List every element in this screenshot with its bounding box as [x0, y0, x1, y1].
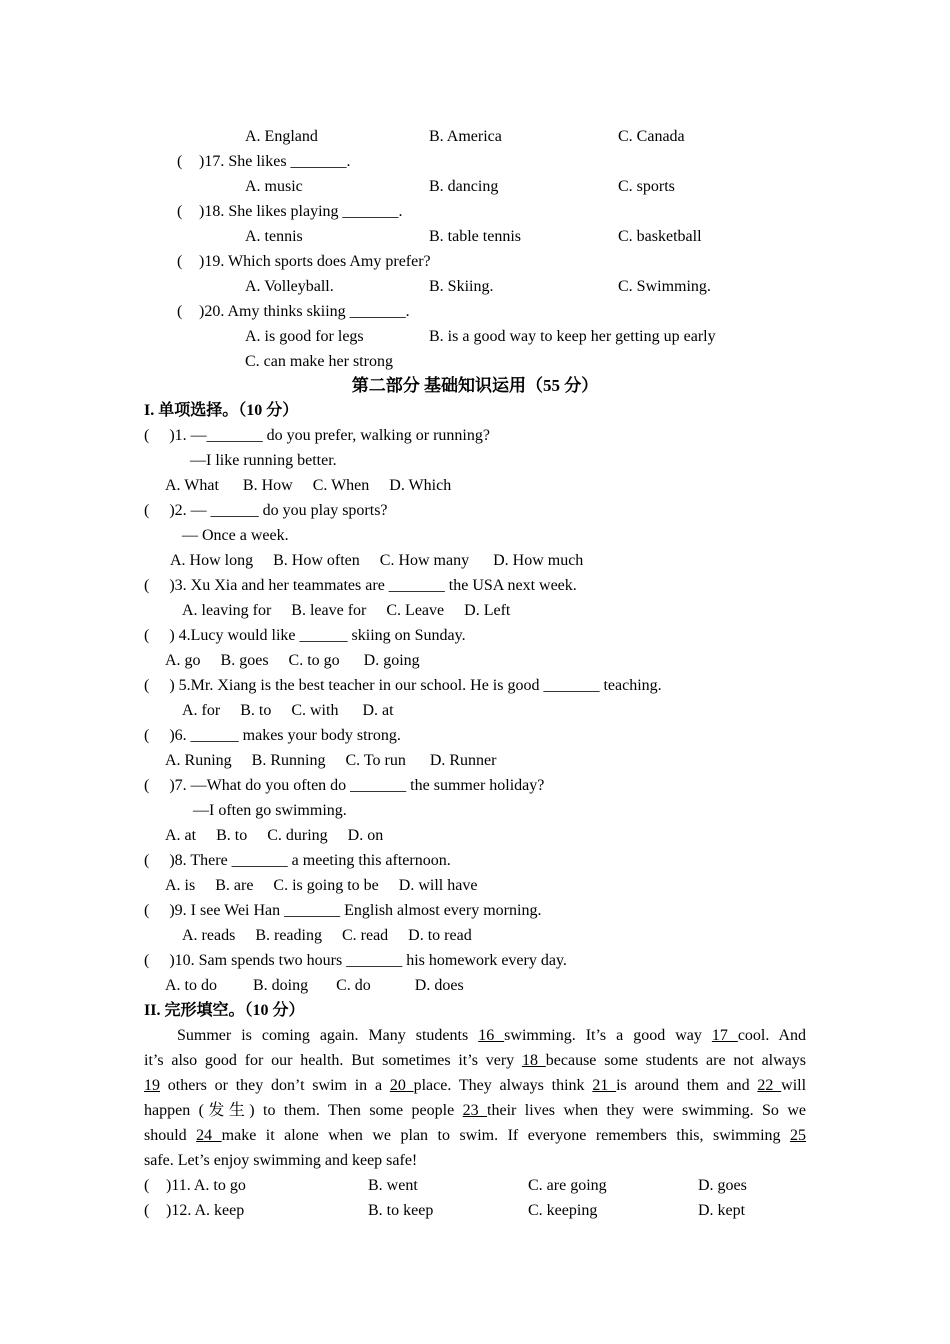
q7-stem: ( )7. —What do you often do _______ the summer holiday? [144, 777, 545, 794]
blank-22: 22 [757, 1077, 782, 1094]
q10-options: A. to do B. doing C. do D. does [165, 977, 464, 994]
passage-text: should [144, 1127, 197, 1144]
q2-reply: — Once a week. [182, 527, 289, 544]
q11-option-b: B. went [368, 1177, 418, 1194]
q11-paren: ( [144, 1177, 150, 1194]
passage-text: cool. And [737, 1027, 807, 1044]
q12-option-b: B. to keep [368, 1202, 434, 1219]
q18-paren: ( [177, 203, 183, 220]
blank-21: 21 [592, 1077, 617, 1094]
q19-option-c: C. Swimming. [618, 278, 711, 295]
q12-paren: ( [144, 1202, 150, 1219]
q7-reply: —I often go swimming. [193, 802, 347, 819]
passage-text: make it alone when we plan to swim. If everyone remembers this, swimming [221, 1127, 791, 1144]
blank-17: 17 [711, 1027, 738, 1044]
passage-text: happen (发生) to them. Then some people [144, 1102, 463, 1119]
q4-options: A. go B. goes C. to go D. going [165, 652, 420, 669]
q7-options: A. at B. to C. during D. on [165, 827, 384, 844]
q17-option-c: C. sports [618, 178, 675, 195]
q6-stem: ( )6. ______ makes your body strong. [144, 727, 401, 744]
passage-text: it’s also good for our health. But sometimes it’s very [144, 1052, 522, 1069]
q9-options: A. reads B. reading C. read D. to read [182, 927, 472, 944]
q2-options: A. How long B. How often C. How many D. How much [170, 552, 584, 569]
passage-line-4 [144, 1101, 806, 1121]
q12-option-d: D. kept [698, 1202, 746, 1219]
q20-option-b: B. is a good way to keep her getting up early [429, 328, 716, 345]
q5-options: A. for B. to C. with D. at [182, 702, 394, 719]
blank-23: 23 [462, 1102, 488, 1119]
q18-option-b: B. table tennis [429, 228, 521, 245]
q1-options: A. What B. How C. When D. Which [165, 477, 452, 494]
q9-stem: ( )9. I see Wei Han _______ English almost every morning. [144, 902, 542, 919]
q1-stem: ( )1. —_______ do you prefer, walking or running? [144, 427, 490, 444]
q18-option-c: C. basketball [618, 228, 702, 245]
passage-text: others or they don’t swim in a [160, 1077, 390, 1094]
q11-option-d: D. goes [698, 1177, 747, 1194]
passage-line-2 [144, 1051, 806, 1071]
q20-option-c: C. can make her strong [245, 353, 393, 370]
q17-stem: )17. She likes _______. [199, 153, 351, 170]
q1-reply: —I like running better. [190, 452, 337, 469]
passage-text: is around them and [616, 1077, 758, 1094]
passage-text: because some students are not always [545, 1052, 807, 1069]
q11-option-c: C. are going [528, 1177, 607, 1194]
q19-stem: )19. Which sports does Amy prefer? [199, 253, 431, 270]
blank-16: 16 [478, 1027, 505, 1044]
q2-stem: ( )2. — ______ do you play sports? [144, 502, 388, 519]
q6-options: A. Runing B. Running C. To run D. Runner [165, 752, 497, 769]
blank-25: 25 [790, 1127, 807, 1144]
q8-stem: ( )8. There _______ a meeting this afternoon. [144, 852, 451, 869]
passage-line-1 [177, 1026, 806, 1046]
q10-stem: ( )10. Sam spends two hours _______ his homework every day. [144, 952, 567, 969]
passage-line-3 [144, 1076, 806, 1096]
blank-20: 20 [389, 1077, 414, 1094]
section2-title: II. 完形填空。（10 分） [144, 1002, 305, 1019]
q12-stem: )12. A. keep [166, 1202, 245, 1219]
q20-stem: )20. Amy thinks skiing _______. [199, 303, 410, 320]
q16-option-b: B. America [429, 128, 502, 145]
q4-stem: ( ) 4.Lucy would like ______ skiing on Sunday. [144, 627, 466, 644]
q11-stem: )11. A. to go [166, 1177, 246, 1194]
q8-options: A. is B. are C. is going to be D. will have [165, 877, 478, 894]
q3-options: A. leaving for B. leave for C. Leave D. Left [182, 602, 511, 619]
blank-19: 19 [144, 1077, 160, 1094]
q5-stem: ( ) 5.Mr. Xiang is the best teacher in our school. He is good _______ teaching. [144, 677, 662, 694]
q18-stem: )18. She likes playing _______. [199, 203, 403, 220]
blank-18: 18 [521, 1052, 546, 1069]
passage-line-6: safe. Let’s enjoy swimming and keep safe! [144, 1152, 418, 1169]
section1-title: I. 单项选择。（10 分） [144, 402, 299, 419]
part2-title: 第二部分 基础知识运用（55 分） [351, 376, 599, 395]
q20-option-a: A. is good for legs [245, 328, 364, 345]
q16-option-a: A. England [245, 128, 318, 145]
passage-text: Summer is coming again. Many students [177, 1027, 479, 1044]
passage-text: will [781, 1077, 807, 1094]
q16-option-c: C. Canada [618, 128, 685, 145]
passage-text: their lives when they were swimming. So we [487, 1102, 806, 1119]
q18-option-a: A. tennis [245, 228, 303, 245]
q3-stem: ( )3. Xu Xia and her teammates are _______ the USA next week. [144, 577, 577, 594]
q19-paren: ( [177, 253, 183, 270]
q17-option-a: A. music [245, 178, 303, 195]
passage-text: place. They always think [413, 1077, 593, 1094]
passage-line-5 [144, 1126, 806, 1146]
passage-text: swimming. It’s a good way [504, 1027, 712, 1044]
q19-option-a: A. Volleyball. [245, 278, 334, 295]
blank-24: 24 [196, 1127, 222, 1144]
q17-paren: ( [177, 153, 183, 170]
q20-paren: ( [177, 303, 183, 320]
q12-option-c: C. keeping [528, 1202, 598, 1219]
q19-option-b: B. Skiing. [429, 278, 494, 295]
q17-option-b: B. dancing [429, 178, 499, 195]
